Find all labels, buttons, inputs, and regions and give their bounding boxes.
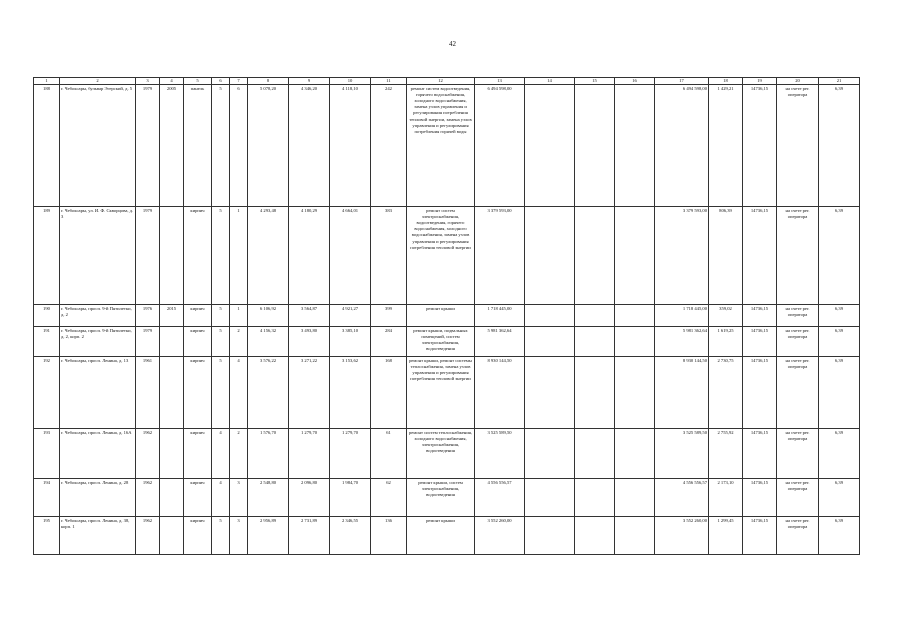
row-number: 189 <box>34 207 60 305</box>
year-repair-cell <box>160 517 184 555</box>
total-area-cell: 6 106,92 <box>248 305 289 327</box>
row-number: 194 <box>34 479 60 517</box>
residents-cell: 399 <box>371 305 407 327</box>
row-number: 192 <box>34 357 60 429</box>
col15-cell <box>575 85 615 207</box>
entrances-cell: 1 <box>230 207 248 305</box>
funding-method-cell: на счете рег. оператора <box>777 305 819 327</box>
limit-cost-cell: 14736,15 <box>743 479 777 517</box>
column-number-18: 18 <box>709 78 743 85</box>
year-built-cell: 1962 <box>136 517 160 555</box>
year-repair-cell <box>160 207 184 305</box>
funding-method-cell: на счете рег. оператора <box>777 517 819 555</box>
column-number-17: 17 <box>655 78 709 85</box>
total-area-cell: 1 576,70 <box>248 429 289 479</box>
table-row <box>34 357 860 429</box>
citizen-area-cell: 4 921,27 <box>330 305 371 327</box>
year-built-cell: 1976 <box>136 305 160 327</box>
col16-cell <box>615 85 655 207</box>
limit-cost-cell: 14736,15 <box>743 327 777 357</box>
year-repair-cell: 2005 <box>160 85 184 207</box>
col16-cell <box>615 207 655 305</box>
repair-works-cell: ремонт крыши, подвальных помещений, систем электроснабжения, водоотведения <box>407 327 475 357</box>
owners-funds-cell: 1 718 445,00 <box>655 305 709 327</box>
residents-cell: 242 <box>371 85 407 207</box>
col15-cell <box>575 357 615 429</box>
cost-per-sqm-cell: 1 429,21 <box>709 85 743 207</box>
total-cost-cell: 8 930 144,50 <box>475 357 525 429</box>
limit-cost-cell: 14736,15 <box>743 357 777 429</box>
repair-program-table <box>33 77 860 555</box>
funding-method-cell: на счете рег. оператора <box>777 357 819 429</box>
column-number-14: 14 <box>525 78 575 85</box>
col16-cell <box>615 429 655 479</box>
floors-cell: 5 <box>212 305 230 327</box>
total-cost-cell: 6 494 598,00 <box>475 85 525 207</box>
funding-method-cell: на счете рег. оператора <box>777 479 819 517</box>
citizen-area-cell: 4 118,10 <box>330 85 371 207</box>
living-area-cell: 2 731,89 <box>289 517 330 555</box>
column-number-21: 21 <box>819 78 860 85</box>
repair-works-cell: ремонт крыши <box>407 305 475 327</box>
wall-material-cell: кирпич <box>184 357 212 429</box>
year-built-cell: 1979 <box>136 85 160 207</box>
total-cost-cell: 3 552 260,00 <box>475 517 525 555</box>
citizen-area-cell: 1 984,70 <box>330 479 371 517</box>
repair-works-cell: ремонт систем электроснабжения, водоотведения, горячего водоснабжения, холодного водоснабжения, замена узлов управления и регулирования потребления тепловой энергии <box>407 207 475 305</box>
citizen-area-cell: 1 279,70 <box>330 429 371 479</box>
living-area-cell: 4 180,29 <box>289 207 330 305</box>
living-area-cell: 1 279,70 <box>289 429 330 479</box>
residents-cell: 168 <box>371 357 407 429</box>
col14-cell <box>525 85 575 207</box>
col21-cell: 6,39 <box>819 479 860 517</box>
row-number: 195 <box>34 517 60 555</box>
table-row <box>34 327 860 357</box>
limit-cost-cell: 14736,15 <box>743 305 777 327</box>
table-row <box>34 207 860 305</box>
total-area-cell: 3 576,22 <box>248 357 289 429</box>
wall-material-cell: кирпич <box>184 429 212 479</box>
column-number-6: 6 <box>212 78 230 85</box>
wall-material-cell: кирпич <box>184 207 212 305</box>
owners-funds-cell: 6 494 598,00 <box>655 85 709 207</box>
funding-method-cell: на счете рег. оператора <box>777 207 819 305</box>
repair-works-cell: ремонт крыши, ремонт системы теплоснабжения, замена узлов управления и регулирования потребления тепловой энергии <box>407 357 475 429</box>
entrances-cell: 3 <box>230 517 248 555</box>
address-cell: г. Чебоксары, просп. Ленина, д. 28 <box>60 479 136 517</box>
floors-cell: 5 <box>212 357 230 429</box>
col16-cell <box>615 305 655 327</box>
row-number: 188 <box>34 85 60 207</box>
citizen-area-cell: 3 153,62 <box>330 357 371 429</box>
owners-funds-cell: 8 930 144,50 <box>655 357 709 429</box>
year-repair-cell <box>160 357 184 429</box>
funding-method-cell: на счете рег. оператора <box>777 85 819 207</box>
column-number-3: 3 <box>136 78 160 85</box>
residents-cell: 284 <box>371 327 407 357</box>
column-number-15: 15 <box>575 78 615 85</box>
col16-cell <box>615 357 655 429</box>
citizen-area-cell: 3 385,10 <box>330 327 371 357</box>
entrances-cell: 1 <box>230 305 248 327</box>
col15-cell <box>575 429 615 479</box>
col21-cell: 6,39 <box>819 327 860 357</box>
citizen-area-cell: 4 664,01 <box>330 207 371 305</box>
repair-works-cell: ремонт крыши, систем электроснабжения, водоотведения <box>407 479 475 517</box>
entrances-cell: 4 <box>230 357 248 429</box>
col14-cell <box>525 429 575 479</box>
address-cell: г. Чебоксары, просп. Ленина, д. 38, корп. 1 <box>60 517 136 555</box>
wall-material-cell: кирпич <box>184 305 212 327</box>
table-row <box>34 305 860 327</box>
table-row <box>34 85 860 207</box>
residents-cell: 136 <box>371 517 407 555</box>
col21-cell: 6,39 <box>819 357 860 429</box>
column-number-10: 10 <box>330 78 371 85</box>
year-built-cell: 1962 <box>136 429 160 479</box>
residents-cell: 383 <box>371 207 407 305</box>
col16-cell <box>615 517 655 555</box>
wall-material-cell: кирпич <box>184 517 212 555</box>
col15-cell <box>575 517 615 555</box>
column-number-12: 12 <box>407 78 475 85</box>
year-repair-cell: 2015 <box>160 305 184 327</box>
year-built-cell: 1961 <box>136 357 160 429</box>
col14-cell <box>525 517 575 555</box>
column-number-8: 8 <box>248 78 289 85</box>
col14-cell <box>525 357 575 429</box>
living-area-cell: 3 271,22 <box>289 357 330 429</box>
col14-cell <box>525 305 575 327</box>
wall-material-cell: кирпич <box>184 327 212 357</box>
cost-per-sqm-cell: 2 730,75 <box>709 357 743 429</box>
total-cost-cell: 4 556 556,57 <box>475 479 525 517</box>
address-cell: г. Чебоксары, ул. И. Ф. Скворцова, д. 3 <box>60 207 136 305</box>
year-built-cell: 1979 <box>136 327 160 357</box>
col15-cell <box>575 479 615 517</box>
limit-cost-cell: 14736,15 <box>743 517 777 555</box>
cost-per-sqm-cell: 806,39 <box>709 207 743 305</box>
column-number-16: 16 <box>615 78 655 85</box>
total-area-cell: 4 156,32 <box>248 327 289 357</box>
entrances-cell: 6 <box>230 85 248 207</box>
repair-works-cell: ремонт систем теплоснабжения, холодного водоснабжения, электроснабжения, водоотведения <box>407 429 475 479</box>
funding-method-cell: на счете рег. оператора <box>777 429 819 479</box>
repair-works-cell: ремонт систем водоотведения, горячего водоснабжения, холодного водоснабжения, замена узлов управления и регулирования потребления тепловой энергии, замена узлов управления и регулирования потребления горячей воды <box>407 85 475 207</box>
total-cost-cell: 5 981 362,64 <box>475 327 525 357</box>
column-number-13: 13 <box>475 78 525 85</box>
owners-funds-cell: 3 525 589,50 <box>655 429 709 479</box>
entrances-cell: 3 <box>230 479 248 517</box>
column-number-11: 11 <box>371 78 407 85</box>
floors-cell: 4 <box>212 429 230 479</box>
row-number: 190 <box>34 305 60 327</box>
col21-cell: 6,39 <box>819 517 860 555</box>
column-number-2: 2 <box>60 78 136 85</box>
total-cost-cell: 3 379 593,00 <box>475 207 525 305</box>
floors-cell: 5 <box>212 517 230 555</box>
year-built-cell: 1979 <box>136 207 160 305</box>
col21-cell: 6,39 <box>819 305 860 327</box>
residents-cell: 61 <box>371 429 407 479</box>
cost-per-sqm-cell: 1 299,45 <box>709 517 743 555</box>
address-cell: г. Чебоксары, просп. Ленина, д. 16А <box>60 429 136 479</box>
col14-cell <box>525 479 575 517</box>
limit-cost-cell: 14736,15 <box>743 429 777 479</box>
col21-cell: 6,39 <box>819 85 860 207</box>
table-row <box>34 517 860 555</box>
total-cost-cell: 1 718 445,00 <box>475 305 525 327</box>
column-number-20: 20 <box>777 78 819 85</box>
total-cost-cell: 3 525 589,50 <box>475 429 525 479</box>
repair-works-cell: ремонт крыши <box>407 517 475 555</box>
entrances-cell: 2 <box>230 327 248 357</box>
page-number: 42 <box>449 40 456 48</box>
year-repair-cell <box>160 327 184 357</box>
limit-cost-cell: 14736,15 <box>743 85 777 207</box>
owners-funds-cell: 3 552 260,00 <box>655 517 709 555</box>
table-row <box>34 479 860 517</box>
living-area-cell: 3 493,80 <box>289 327 330 357</box>
column-number-7: 7 <box>230 78 248 85</box>
col21-cell: 6,39 <box>819 429 860 479</box>
floors-cell: 5 <box>212 85 230 207</box>
row-number: 193 <box>34 429 60 479</box>
col15-cell <box>575 207 615 305</box>
column-number-5: 5 <box>184 78 212 85</box>
address-cell: г. Чебоксары, бульвар Эгерский, д. 5 <box>60 85 136 207</box>
cost-per-sqm-cell: 1 619,25 <box>709 327 743 357</box>
wall-material-cell: кирпич <box>184 479 212 517</box>
total-area-cell: 5 078,20 <box>248 85 289 207</box>
limit-cost-cell: 14736,15 <box>743 207 777 305</box>
column-number-1: 1 <box>34 78 60 85</box>
column-number-4: 4 <box>160 78 184 85</box>
wall-material-cell: панель <box>184 85 212 207</box>
col14-cell <box>525 327 575 357</box>
cost-per-sqm-cell: 2 755,92 <box>709 429 743 479</box>
living-area-cell: 3 564,87 <box>289 305 330 327</box>
living-area-cell: 4 346,20 <box>289 85 330 207</box>
residents-cell: 62 <box>371 479 407 517</box>
col15-cell <box>575 305 615 327</box>
total-area-cell: 2 548,80 <box>248 479 289 517</box>
living-area-cell: 2 096,80 <box>289 479 330 517</box>
row-number: 191 <box>34 327 60 357</box>
year-built-cell: 1962 <box>136 479 160 517</box>
address-cell: г. Чебоксары, просп. 9-й Пятилетки, д. 2, корп. 2 <box>60 327 136 357</box>
column-number-row <box>34 78 860 85</box>
year-repair-cell <box>160 429 184 479</box>
owners-funds-cell: 5 981 362,64 <box>655 327 709 357</box>
total-area-cell: 2 956,89 <box>248 517 289 555</box>
entrances-cell: 2 <box>230 429 248 479</box>
funding-method-cell: на счете рег. оператора <box>777 327 819 357</box>
col14-cell <box>525 207 575 305</box>
column-number-9: 9 <box>289 78 330 85</box>
total-area-cell: 4 293,48 <box>248 207 289 305</box>
year-repair-cell <box>160 479 184 517</box>
cost-per-sqm-cell: 359,02 <box>709 305 743 327</box>
col16-cell <box>615 479 655 517</box>
floors-cell: 5 <box>212 207 230 305</box>
floors-cell: 4 <box>212 479 230 517</box>
column-number-19: 19 <box>743 78 777 85</box>
col21-cell: 6,39 <box>819 207 860 305</box>
address-cell: г. Чебоксары, просп. 9-й Пятилетки, д. 2 <box>60 305 136 327</box>
col16-cell <box>615 327 655 357</box>
table-body <box>34 85 860 555</box>
cost-per-sqm-cell: 2 173,10 <box>709 479 743 517</box>
owners-funds-cell: 3 379 593,00 <box>655 207 709 305</box>
address-cell: г. Чебоксары, просп. Ленина, д. 13 <box>60 357 136 429</box>
col15-cell <box>575 327 615 357</box>
table-row <box>34 429 860 479</box>
floors-cell: 5 <box>212 327 230 357</box>
citizen-area-cell: 2 346,55 <box>330 517 371 555</box>
owners-funds-cell: 4 556 556,57 <box>655 479 709 517</box>
